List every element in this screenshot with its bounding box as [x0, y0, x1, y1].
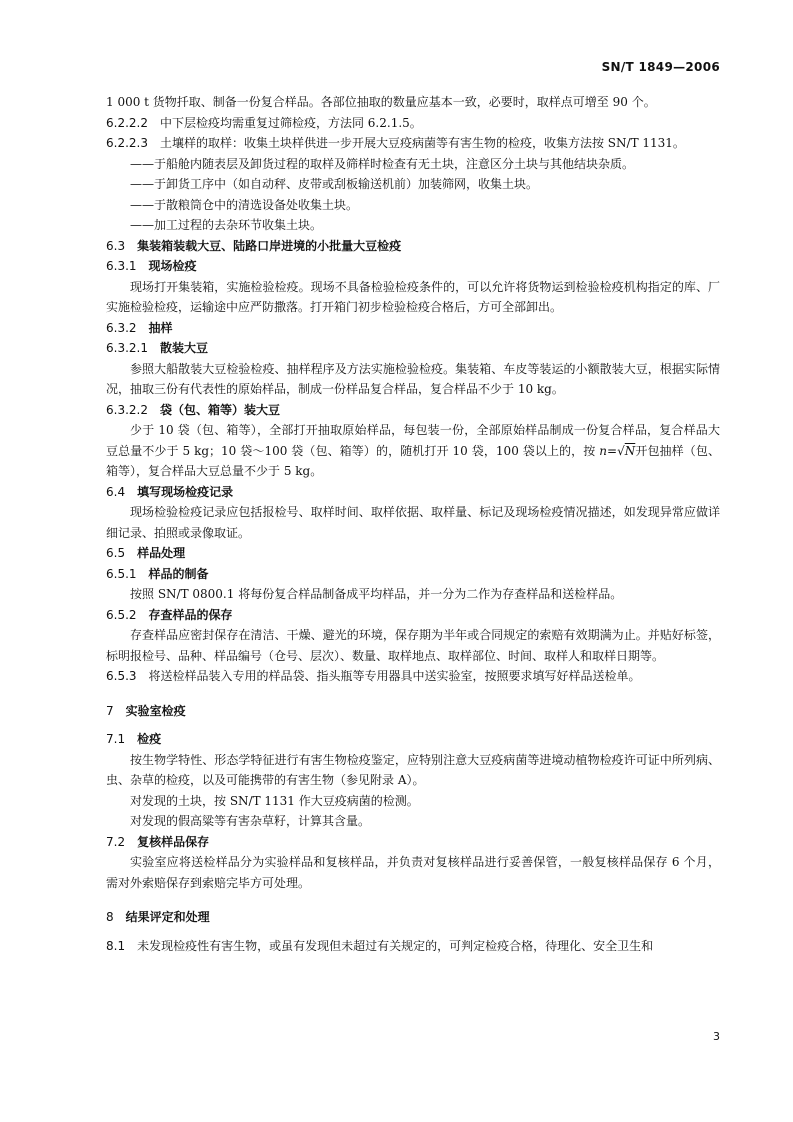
clause-number: 8.1 [106, 938, 126, 953]
dash-item: ——于船舱内随表层及卸货过程的取样及筛样时检查有无土块，注意区分土块与其他结块杂质。 [130, 156, 635, 171]
paragraph-text: 少于 10 袋（包、箱等），全部打开抽取原始样品，每包装一份，全部原始样品制成一份复合样品，复合样品大豆总量不少于 5 kg；10 袋～100 袋（包、箱等）的，随机打开 10 袋，100 袋以上的，按 [106, 423, 720, 458]
clause-text: 土壤样的取样：收集土块样供进一步开展大豆疫病菌等有害生物的检疫，收集方法按 SN/T 1131。 [159, 136, 685, 150]
heading-title: 集装箱装载大豆、陆路口岸进境的小批量大豆检疫 [137, 238, 402, 253]
heading-number: 6.3 [106, 238, 126, 253]
clause-number: 6.2.2.3 [106, 136, 148, 150]
formula-n: n [599, 443, 608, 458]
dash-item: ——加工过程的去杂环节收集土块。 [130, 218, 323, 232]
page-number: 3 [713, 1030, 720, 1043]
heading-6-5-2 [106, 605, 720, 626]
heading-6-3-2-2 [106, 400, 720, 421]
heading-title: 复核样品保存 [137, 834, 210, 849]
heading-number: 7 [106, 703, 114, 718]
heading-7-1 [106, 729, 720, 750]
paragraph-with-formula [106, 420, 720, 482]
paragraph: 现场打开集装箱，实施检验检疫。现场不具备检验检疫条件的，可以允许将货物运到检验检疫机构指定的库、厂实施检验检疫，运输途中应严防撒落。打开箱门初步检验检疫合格后，方可全部卸出。 [106, 279, 720, 314]
dash-item: ——于卸货工序中（如自动秤、皮带或刮板输送机前）加装筛网，收集土块。 [130, 177, 539, 191]
heading-7-2 [106, 832, 720, 853]
heading-number: 8 [106, 910, 114, 924]
heading-number: 6.3.1 [106, 259, 137, 273]
heading-title: 现场检疫 [148, 259, 197, 273]
heading-6-3-2-1 [106, 338, 720, 359]
formula-N: N [624, 443, 636, 458]
heading-title: 样品的制备 [148, 566, 209, 581]
paragraph: 按照 SN/T 0800.1 将每份复合样品制备成平均样品，并一分为二作为存查样品和送检样品。 [130, 587, 623, 601]
heading-6-3-1 [106, 256, 720, 277]
heading-title: 样品处理 [137, 546, 186, 560]
heading-number: 6.4 [106, 484, 126, 499]
clause-8-1 [106, 936, 720, 957]
heading-title: 袋（包、箱等）装大豆 [159, 402, 280, 417]
paragraph: 对发现的假高粱等有害杂草籽，计算其含量。 [130, 814, 371, 828]
heading-6-3 [106, 236, 720, 257]
heading-number: 6.5 [106, 546, 126, 560]
paragraph: 按生物学特性、形态学特征进行有害生物检疫鉴定，应特别注意大豆疫病菌等进境动植物检疫许可证中所列病、虫、杂草的检疫，以及可能携带的有害生物（参见附录 A）。 [106, 752, 720, 787]
clause-number: 6.2.2.2 [106, 115, 148, 130]
heading-6-3-2 [106, 318, 720, 339]
standard-code: SN/T 1849—2006 [601, 60, 720, 74]
paragraph: 实验室应将送检样品分为实验样品和复核样品，并负责对复核样品进行妥善保管，一般复核样品保存 6 个月，需对外索赔保存到索赔完毕方可处理。 [106, 855, 720, 890]
clause-6-2-2-3 [106, 133, 720, 154]
paragraph-text: 开包抽样（包、箱等），复合样品大豆总量不少于 5 kg。 [106, 443, 720, 478]
heading-number: 7.1 [106, 732, 126, 746]
paragraph: 参照大船散装大豆检验检疫、抽样程序及方法实施检验检疫。集装箱、车皮等装运的小额散装大豆，根据实际情况，抽取三份有代表性的原始样品，制成一份样品复合样品，复合样品不少于 10 kg。 [106, 361, 720, 396]
heading-number: 6.3.2.1 [106, 341, 148, 355]
paragraph: 现场检验检疫记录应包括报检号、取样时间、取样依据、取样量、标记及现场检疫情况描述，如发现异常应做详细记录、拍照或录像取证。 [106, 505, 720, 540]
heading-6-5-1 [106, 564, 720, 585]
paragraph: 对发现的土块，按 SN/T 1131 作大豆疫病菌的检测。 [130, 793, 419, 808]
heading-title: 抽样 [148, 320, 173, 335]
heading-number: 6.3.2 [106, 320, 137, 335]
chapter-7-heading [106, 701, 720, 722]
formula-root: √ [617, 443, 625, 458]
dash-item: ——于散粮筒仓中的清选设备处收集土块。 [130, 197, 359, 212]
page-content [106, 92, 720, 956]
clause-text: 将送检样品装入专用的样品袋、指头瓶等专用器具中送实验室，按照要求填写好样品送检单。 [148, 669, 641, 683]
heading-number: 7.2 [106, 834, 126, 849]
clause-text: 中下层检疫均需重复过筛检疫，方法同 6.2.1.5。 [159, 115, 422, 130]
heading-title: 散装大豆 [159, 341, 208, 355]
formula-equals: = [607, 443, 618, 458]
heading-title: 填写现场检疫记录 [137, 484, 234, 499]
paragraph-continuation: 1 000 t 货物扦取、制备一份复合样品。各部位抽取的数量应基本一致，必要时，取样点可增至 90 个。 [106, 95, 656, 109]
clause-6-2-2-2 [106, 113, 720, 134]
heading-title: 结果评定和处理 [125, 910, 210, 924]
heading-number: 6.3.2.2 [106, 402, 148, 417]
clause-number: 6.5.3 [106, 669, 137, 683]
clause-text: 未发现检疫性有害生物，或虽有发现但未超过有关规定的，可判定检疫合格，待理化、安全卫生和 [137, 938, 654, 953]
chapter-8-heading [106, 907, 720, 928]
heading-title: 实验室检疫 [125, 703, 186, 718]
heading-title: 检疫 [137, 732, 162, 746]
heading-number: 6.5.1 [106, 566, 137, 581]
clause-6-5-3 [106, 666, 720, 687]
heading-6-4 [106, 482, 720, 503]
heading-6-5 [106, 543, 720, 564]
heading-number: 6.5.2 [106, 607, 137, 622]
paragraph: 存查样品应密封保存在清洁、干燥、避光的环境，保存期为半年或合同规定的索赔有效期满为止。并贴好标签，标明报检号、品种、样品编号（仓号、层次）、数量、取样地点、取样部位、时间、取样人和取样日期等。 [106, 628, 720, 663]
heading-title: 存查样品的保存 [148, 607, 233, 622]
